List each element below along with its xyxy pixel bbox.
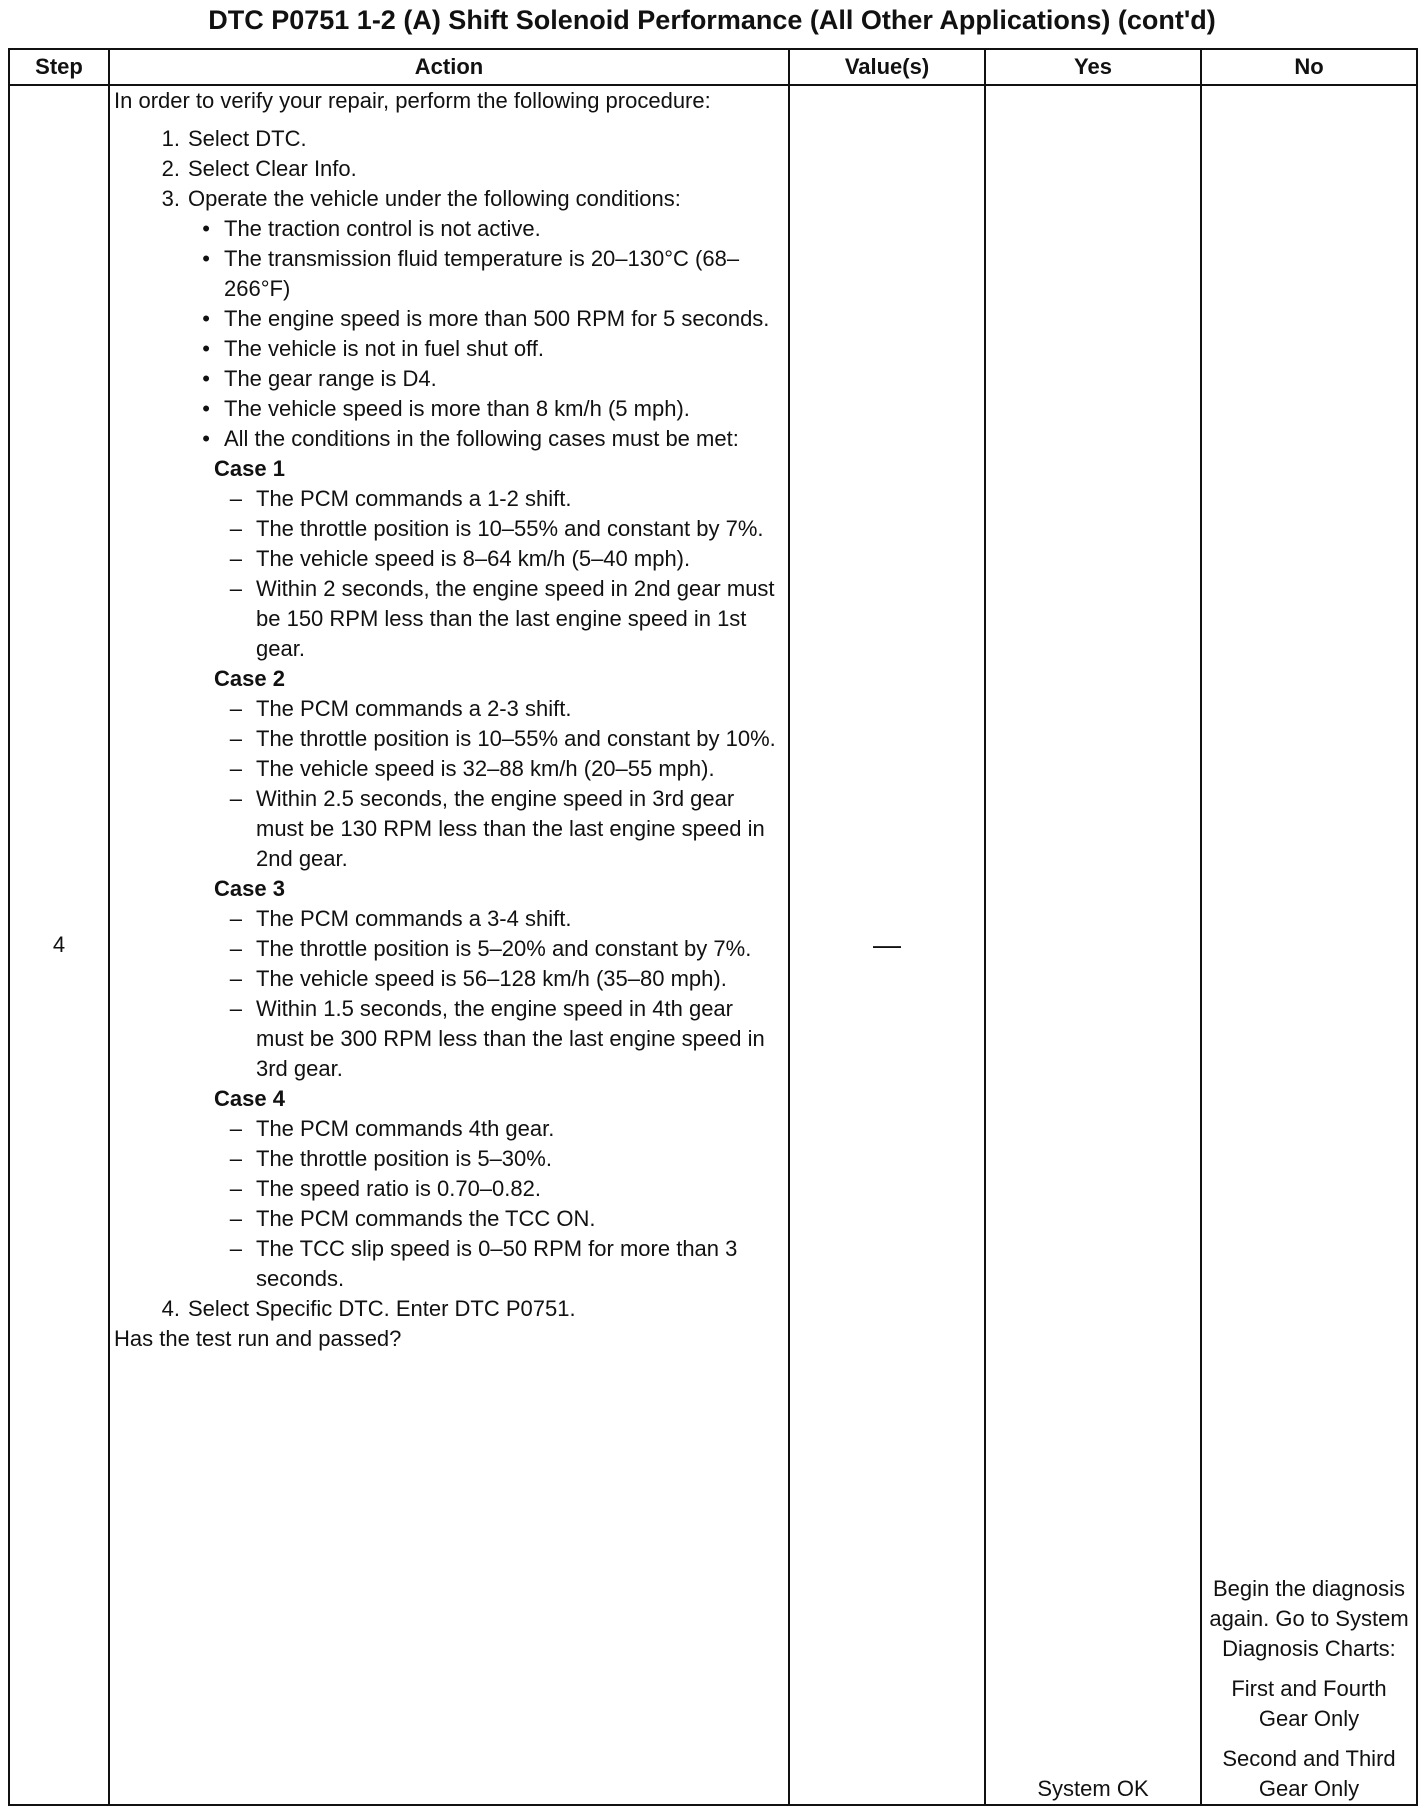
list-item: 4. Select Specific DTC. Enter DTC P0751. — [114, 1294, 784, 1324]
action-cell — [109, 85, 789, 1805]
step-text: Select Specific DTC. Enter DTC P0751. — [188, 1296, 576, 1321]
list-item: – The PCM commands the TCC ON. — [114, 1204, 784, 1234]
condition-text: All the conditions in the following cases must be met: — [224, 426, 739, 451]
list-item: • The traction control is not active. — [114, 214, 784, 244]
no-link-first-fourth[interactable]: First and Fourth Gear Only — [1231, 1676, 1387, 1731]
case-item: The PCM commands a 3-4 shift. — [256, 906, 572, 931]
table-row — [9, 85, 1417, 1805]
condition-text: The transmission fluid temperature is 20–130°C (68–266°F) — [224, 246, 740, 301]
list-item: – The PCM commands a 2-3 shift. — [114, 694, 784, 724]
list-item: – Within 2 seconds, the engine speed in 2nd gear must be 150 RPM less than the last engine speed in 1st gear. — [114, 574, 784, 664]
case-item: The PCM commands 4th gear. — [256, 1116, 555, 1141]
question-text: Has the test run and passed? — [114, 1326, 402, 1351]
condition-text: The engine speed is more than 500 RPM for 5 seconds. — [224, 306, 770, 331]
condition-text: The vehicle speed is more than 8 km/h (5 mph). — [224, 396, 690, 421]
values-cell: — — [789, 85, 985, 1805]
list-item: • The engine speed is more than 500 RPM for 5 seconds. — [114, 304, 784, 334]
case-item: The vehicle speed is 56–128 km/h (35–80 mph). — [256, 966, 727, 991]
list-item: 1. Select DTC. — [114, 124, 784, 154]
step-text: Select DTC. — [188, 126, 307, 151]
header-step: Step — [9, 49, 109, 85]
case-item: The throttle position is 5–30%. — [256, 1146, 552, 1171]
list-item: – The PCM commands a 1-2 shift. — [114, 484, 784, 514]
list-item: – The PCM commands a 3-4 shift. — [114, 904, 784, 934]
case-item: The throttle position is 10–55% and constant by 7%. — [256, 516, 764, 541]
intro-text: In order to verify your repair, perform the following procedure: — [114, 88, 711, 113]
no-instruction: Begin the diagnosis again. Go to System Diagnosis Charts: — [1209, 1576, 1409, 1661]
case-item: The throttle position is 10–55% and constant by 10%. — [256, 726, 776, 751]
no-link-second-third[interactable]: Second and Third Gear Only — [1222, 1746, 1396, 1801]
case-item: The throttle position is 5–20% and constant by 7%. — [256, 936, 752, 961]
case-item: The TCC slip speed is 0–50 RPM for more than 3 seconds. — [256, 1236, 738, 1291]
list-item: 2. Select Clear Info. — [114, 154, 784, 184]
condition-text: The gear range is D4. — [224, 366, 437, 391]
list-item: – Within 2.5 seconds, the engine speed in 3rd gear must be 130 RPM less than the last engine speed in 2nd gear. — [114, 784, 784, 874]
list-item: – The PCM commands 4th gear. — [114, 1114, 784, 1144]
header-action: Action — [109, 49, 789, 85]
case-item: The PCM commands a 2-3 shift. — [256, 696, 572, 721]
list-item: • The vehicle is not in fuel shut off. — [114, 334, 784, 364]
case-label: Case 1 — [214, 456, 285, 481]
list-item: – The TCC slip speed is 0–50 RPM for more than 3 seconds. — [114, 1234, 784, 1294]
case-label: Case 3 — [214, 876, 285, 901]
case-item: The PCM commands a 1-2 shift. — [256, 486, 572, 511]
page-title: DTC P0751 1-2 (A) Shift Solenoid Performance (All Other Applications) (cont'd) — [208, 5, 1216, 35]
case-item: Within 2.5 seconds, the engine speed in 3rd gear must be 130 RPM less than the last engine speed in 2nd gear. — [256, 786, 765, 871]
list-item: – The throttle position is 10–55% and constant by 10%. — [114, 724, 784, 754]
header-yes: Yes — [985, 49, 1201, 85]
list-item: – The throttle position is 10–55% and constant by 7%. — [114, 514, 784, 544]
list-item: – The speed ratio is 0.70–0.82. — [114, 1174, 784, 1204]
list-item: – The vehicle speed is 32–88 km/h (20–55 mph). — [114, 754, 784, 784]
list-item: – The vehicle speed is 56–128 km/h (35–80 mph). — [114, 964, 784, 994]
list-item: – The throttle position is 5–20% and constant by 7%. — [114, 934, 784, 964]
list-item: • The transmission fluid temperature is 20–130°C (68–266°F) — [114, 244, 784, 304]
list-item: – The vehicle speed is 8–64 km/h (5–40 mph). — [114, 544, 784, 574]
step-text: Select Clear Info. — [188, 156, 357, 181]
condition-text: The vehicle is not in fuel shut off. — [224, 336, 544, 361]
header-values: Value(s) — [789, 49, 985, 85]
list-item: – Within 1.5 seconds, the engine speed in 4th gear must be 300 RPM less than the last engine speed in 3rd gear. — [114, 994, 784, 1084]
header-no: No — [1201, 49, 1417, 85]
list-item: 3. Operate the vehicle under the following conditions: — [114, 184, 784, 214]
no-cell — [1201, 85, 1417, 1805]
diagnostic-table — [8, 48, 1418, 1806]
case-item: The PCM commands the TCC ON. — [256, 1206, 596, 1231]
case-item: Within 1.5 seconds, the engine speed in 4th gear must be 300 RPM less than the last engine speed in 3rd gear. — [256, 996, 765, 1081]
case-label: Case 2 — [214, 666, 285, 691]
case-item: The vehicle speed is 8–64 km/h (5–40 mph). — [256, 546, 691, 571]
list-item: – The throttle position is 5–30%. — [114, 1144, 784, 1174]
case-item: The speed ratio is 0.70–0.82. — [256, 1176, 541, 1201]
case-item: The vehicle speed is 32–88 km/h (20–55 mph). — [256, 756, 715, 781]
header-row — [9, 49, 1417, 85]
yes-cell: System OK — [985, 85, 1201, 1805]
step-number: 4 — [9, 85, 109, 1805]
case-item: Within 2 seconds, the engine speed in 2nd gear must be 150 RPM less than the last engine speed in 1st gear. — [256, 576, 775, 661]
list-item: • The vehicle speed is more than 8 km/h (5 mph). — [114, 394, 784, 424]
step-text: Operate the vehicle under the following conditions: — [188, 186, 681, 211]
list-item: • All the conditions in the following cases must be met: — [114, 424, 784, 454]
case-label: Case 4 — [214, 1086, 285, 1111]
list-item: • The gear range is D4. — [114, 364, 784, 394]
condition-text: The traction control is not active. — [224, 216, 541, 241]
